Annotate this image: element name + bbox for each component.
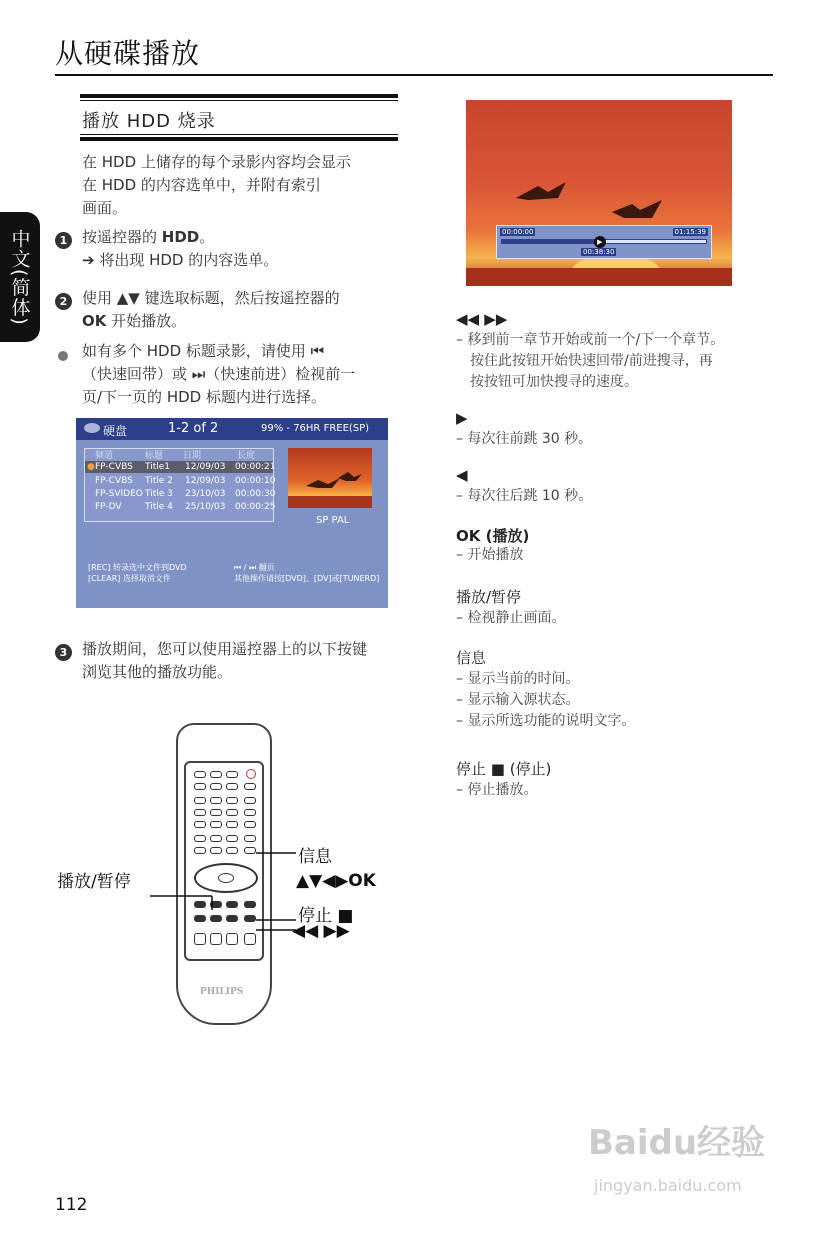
desc-line: 移到前一章节开始或前一个/下一个章节。 [467, 332, 725, 348]
key[interactable] [194, 797, 206, 804]
cell: Title1 [145, 462, 171, 472]
key[interactable] [226, 809, 238, 816]
stop-heading: 停止 ■ (停止) [456, 760, 552, 778]
hint-line: [CLEAR] 选择取消文件 [88, 574, 171, 583]
footer-hint [88, 562, 187, 584]
play-pause-callout: 播放/暂停 [57, 872, 131, 892]
key[interactable] [194, 809, 206, 816]
cell: Title 4 [145, 502, 173, 512]
cell: FP-CVBS [95, 462, 133, 472]
cell: FP-SVIDEO [95, 489, 143, 499]
column-header: 长度 [237, 451, 256, 461]
table-row[interactable] [85, 461, 276, 473]
key[interactable] [210, 783, 222, 790]
hdd-key-label: HDD [161, 228, 200, 246]
key[interactable] [226, 783, 238, 790]
skip-forward-heading: ▶ [456, 409, 468, 427]
table-row[interactable] [85, 475, 276, 487]
playback-progress-bar[interactable] [496, 225, 712, 259]
seek-callout: ◀◀ ▶▶ [292, 921, 350, 941]
key[interactable] [194, 783, 206, 790]
section-title: 播放 HDD 烧录 [82, 111, 216, 132]
watermark-url: jingyan.baidu.com [594, 1176, 742, 1195]
section-rule [80, 100, 398, 101]
step-1 [82, 226, 392, 272]
desc-line: 每次往后跳 10 秒。 [467, 488, 593, 504]
column-header: 频道 [95, 451, 114, 461]
cell: Title 2 [145, 476, 173, 486]
table-row[interactable] [85, 501, 276, 513]
cell: 00:00:30 [235, 489, 276, 499]
key[interactable] [244, 783, 256, 790]
control-description: – 移到前一章节开始或前一个/下一个章节。 按住此按钮开始快速回带/前进搜寻，再 按按钮可加快搜寻的速度。 [456, 330, 786, 393]
key[interactable] [244, 809, 256, 816]
cell: 00:00:25 [235, 502, 276, 512]
hint-line: ⏮ / ⏭ 翻页 [234, 563, 275, 572]
desc-line: 每次往前跳 30 秒。 [467, 431, 593, 447]
intro-line: 画面。 [82, 199, 128, 217]
desc-line: 按住此按钮开始快速回带/前进搜寻，再 [470, 353, 713, 369]
cell: FP-DV [95, 502, 122, 512]
playback-screenshot [466, 100, 732, 286]
cell: 00:00:10 [235, 476, 276, 486]
desc-line: 显示当前的时间。 [467, 671, 580, 687]
time-end: 01:15:39 [674, 228, 706, 236]
menu-header [76, 418, 388, 440]
progress-fill [502, 240, 600, 243]
section-rule [80, 134, 398, 135]
time-start: 00:00:00 [502, 228, 534, 236]
watermark-logo: Baidu经验 [588, 1123, 766, 1163]
power-button[interactable] [246, 769, 256, 779]
skip-back-heading: ◀ [456, 466, 468, 484]
format-caption: SP PAL [316, 515, 350, 526]
step-1-number: 1 [55, 229, 72, 249]
callout-lines [140, 840, 300, 940]
title-list[interactable] [84, 448, 274, 522]
step-2-number: 2 [55, 290, 72, 310]
step-1-result: ➔ 将出现 HDD 的内容选单。 [82, 251, 279, 269]
key[interactable] [210, 821, 222, 828]
info-callout: 信息 [298, 847, 332, 867]
step-3-line: 浏览其他的播放功能。 [82, 663, 233, 681]
column-header: 日期 [183, 451, 202, 461]
page-number: 112 [55, 1195, 88, 1215]
desc-line: 显示所选功能的说明文字。 [467, 713, 636, 729]
ok-heading: OK (播放) [456, 527, 530, 545]
seek-keys-heading: ◀◀ ▶▶ [456, 310, 508, 328]
key[interactable] [194, 771, 206, 778]
bullet-line: （快速回带）或 ⏭（快速前进）检视前一 [82, 365, 356, 383]
nav-callout: ▲▼◀▶OK [296, 871, 376, 891]
bullet-dot [58, 346, 68, 365]
key[interactable] [226, 821, 238, 828]
language-tab: 中文(简体) [0, 212, 40, 342]
brand-logo: PHILIPS [200, 987, 244, 997]
page-count: 1-2 of 2 [168, 421, 219, 436]
column-header: 标题 [145, 451, 164, 461]
step-3-line: 播放期间，您可以使用遥控器上的以下按键 [82, 640, 368, 658]
footer-hint [234, 562, 379, 584]
step-3 [82, 638, 402, 684]
step-3-number: 3 [55, 641, 72, 661]
hdd-menu-screenshot [76, 418, 388, 608]
key[interactable] [210, 797, 222, 804]
section-rule [80, 137, 398, 141]
desc-line: 显示输入源状态。 [467, 692, 580, 708]
section-rule [80, 94, 398, 98]
bullet-note [82, 340, 392, 409]
step-2 [82, 287, 392, 333]
desc-line: 开始播放 [467, 547, 524, 563]
birds-image [288, 448, 372, 508]
key[interactable] [244, 797, 256, 804]
key[interactable] [194, 821, 206, 828]
bullet-line: 页/下一页的 HDD 标题内进行选择。 [82, 388, 326, 406]
preview-thumbnail [288, 448, 372, 508]
step-1-text: 按遥控器的 [82, 228, 162, 246]
desc-line: 检视静止画面。 [467, 610, 566, 626]
cell: FP-CVBS [95, 476, 133, 486]
disk-icon [84, 423, 100, 433]
step-2-line: 开始播放。 [106, 312, 187, 330]
ok-key-label: OK [82, 312, 107, 330]
controls-list: ◀◀ ▶▶ – 移到前一章节开始或前一个/下一个章节。 按住此按钮开始快速回带/前进搜寻，再 按按钮可加快搜寻的速度。 ▶ – 每次往前跳 30 秒。 ◀ – 每次往后跳 10 秒。 OK (播放) – 开始播放 播放/暂停 – 检视静止画面。 信息 – 显示当前的时间。 – 显示输入源状态。 – 显示所选功能的说明文字。 停止 ■ (停止) – 停止播放。 [456, 310, 786, 801]
cell: 23/10/03 [185, 489, 226, 499]
cell: 00:00:21 [235, 462, 276, 472]
key[interactable] [210, 809, 222, 816]
hint-line: 其他操作请按[DVD]、[DV]或[TUNERD] [234, 574, 380, 583]
time-current: 00:38:30 [583, 248, 615, 256]
cell: 12/09/03 [185, 476, 226, 486]
hint-line: [REC] 转录选中文件到DVD [88, 563, 187, 572]
intro-line: 在 HDD 上储存的每个录影内容均会显示 [82, 153, 351, 171]
step-2-line: 使用 ▲▼ 键选取标题，然后按遥控器的 [82, 289, 340, 307]
play-indicator-icon[interactable]: ▶ [594, 236, 606, 248]
step-1-tail: 。 [199, 228, 215, 246]
key[interactable] [226, 771, 238, 778]
info-heading: 信息 [456, 649, 487, 667]
disk-status: 99% - 76HR FREE(SP) [261, 423, 370, 434]
desc-line: 停止播放。 [467, 782, 538, 798]
play-pause-heading: 播放/暂停 [456, 588, 522, 606]
key[interactable] [244, 821, 256, 828]
cell: 25/10/03 [185, 502, 226, 512]
page-title: 从硬碟播放 [55, 37, 201, 70]
bullet-line: 如有多个 HDD 标题录影，请使用 ⏮ [82, 342, 325, 360]
desc-line: 按按钮可加快搜寻的速度。 [470, 374, 638, 390]
stop-callout: 停止 ■ [298, 906, 354, 926]
intro-line: 在 HDD 的内容选单中，并附有索引 [82, 176, 321, 194]
record-icon: ● [87, 462, 95, 472]
cell: 12/09/03 [185, 462, 226, 472]
disk-label: 硬盘 [103, 424, 128, 438]
key[interactable] [226, 797, 238, 804]
intro-paragraph [82, 151, 392, 220]
title-rule [55, 74, 773, 76]
key[interactable] [210, 771, 222, 778]
table-row[interactable] [85, 488, 276, 500]
cell: Title 3 [145, 489, 173, 499]
